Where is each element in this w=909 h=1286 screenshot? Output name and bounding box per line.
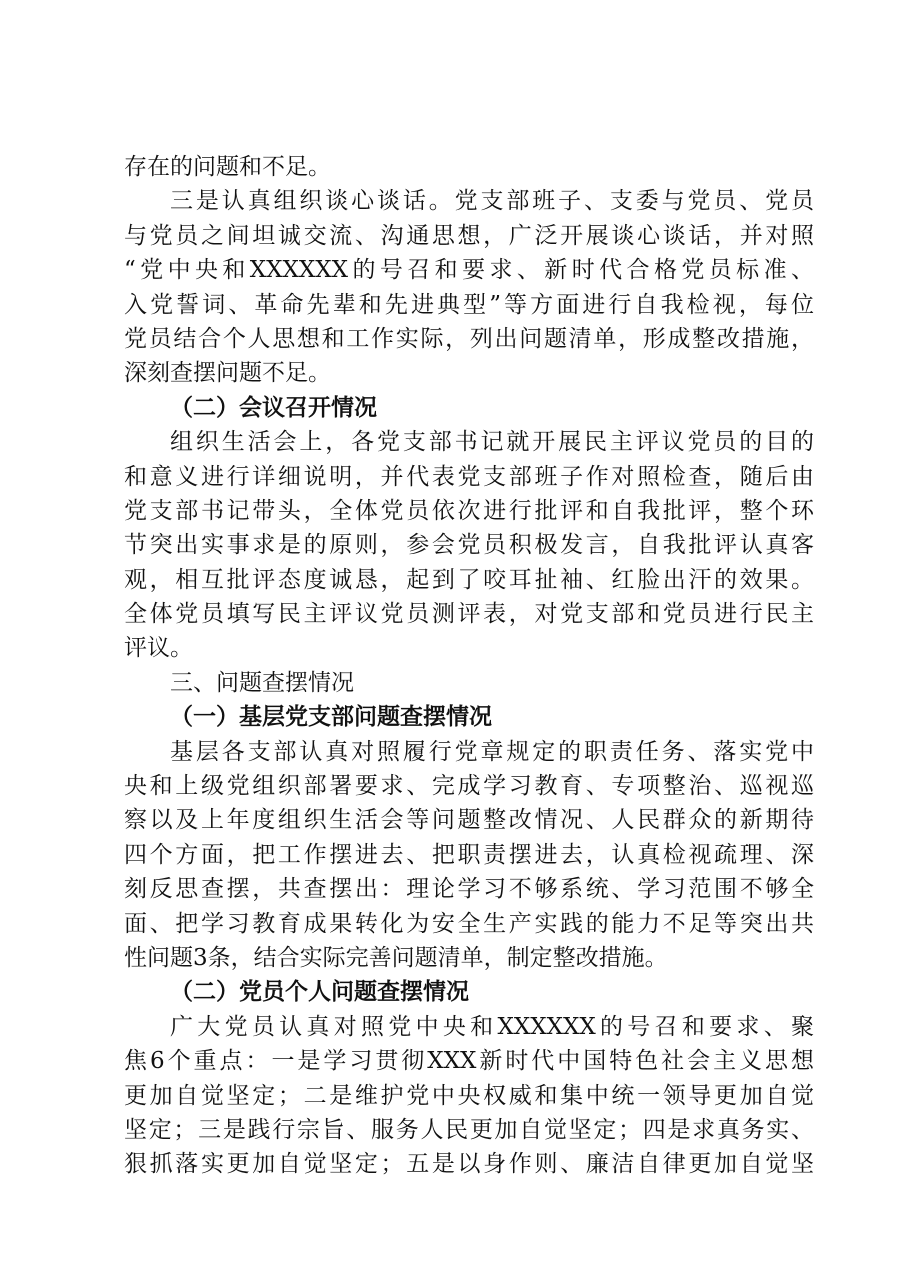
paragraph-line: 坚定；三是践行宗旨、服务人民更加自觉坚定；四是求真务实、 xyxy=(124,1116,814,1143)
paragraph-line: 狠抓落实更加自觉坚定；五是以身作则、廉洁自律更加自觉坚 xyxy=(124,1151,814,1178)
paragraph-line: 评议。 xyxy=(124,635,193,662)
paragraph-line: 性问题3条，结合实际完善问题清单，制定整改措施。 xyxy=(124,944,668,971)
paragraph-line: 深刻查摆问题不足。 xyxy=(124,360,331,387)
paragraph-line: 存在的问题和不足。 xyxy=(124,154,331,180)
subheading-meeting: （二）会议召开情况 xyxy=(170,393,377,421)
paragraph-line: 面、把学习教育成果转化为安全生产实践的能力不足等突出共 xyxy=(124,910,814,937)
paragraph-line: 刻反思查摆，共查摆出：理论学习不够系统、学习范围不够全 xyxy=(124,876,814,903)
paragraph-line: 组织生活会上，各党支部书记就开展民主评议党员的目的 xyxy=(170,429,814,456)
paragraph-line: 党支部书记带头，全体党员依次进行批评和自我批评，整个环 xyxy=(124,497,814,524)
paragraph-line: 党员结合个人思想和工作实际，列出问题清单，形成整改措施， xyxy=(124,325,814,352)
paragraph-line: “党中央和XXXXXX的号召和要求、新时代合格党员标准、 xyxy=(124,257,814,284)
paragraph-line: 全体党员填写民主评议党员测评表，对党支部和党员进行民主 xyxy=(124,601,814,628)
document-body xyxy=(124,150,814,1182)
paragraph-line: 入党誓词、革命先辈和先进典型”等方面进行自我检视，每位 xyxy=(124,291,814,318)
subheading-branch: （一）基层党支部问题查摆情况 xyxy=(170,703,492,731)
paragraph-line: 四个方面，把工作摆进去、把职责摆进去，认真检视疏理、深 xyxy=(124,841,814,868)
paragraph-line: 节突出实事求是的原则，参会党员积极发言，自我批评认真客 xyxy=(124,532,814,559)
paragraph-line: 和意义进行详细说明，并代表党支部班子作对照检查，随后由 xyxy=(124,463,814,490)
subheading-member: （二）党员个人问题查摆情况 xyxy=(170,978,469,1006)
paragraph-line: 广大党员认真对照党中央和XXXXXX的号召和要求、聚 xyxy=(170,1013,814,1040)
paragraph-line: 与党员之间坦诚交流、沟通思想，广泛开展谈心谈话，并对照 xyxy=(124,222,814,249)
paragraph-line: 三是认真组织谈心谈话。党支部班子、支委与党员、党员 xyxy=(170,188,814,215)
paragraph-line: 央和上级党组织部署要求、完成学习教育、专项整治、巡视巡 xyxy=(124,773,814,800)
paragraph-line: 观，相互批评态度诚恳，起到了咬耳扯袖、红脸出汗的效果。 xyxy=(124,566,814,593)
paragraph-line: 察以及上年度组织生活会等问题整改情况、人民群众的新期待 xyxy=(124,807,814,834)
paragraph-line: 基层各支部认真对照履行党章规定的职责任务、落实党中 xyxy=(170,738,814,765)
paragraph-line: 更加自觉坚定；二是维护党中央权威和集中统一领导更加自觉 xyxy=(124,1082,814,1109)
section-heading: 三、问题查摆情况 xyxy=(170,669,354,696)
paragraph-line: 焦6个重点：一是学习贯彻XXX新时代中国特色社会主义思想 xyxy=(124,1048,814,1075)
